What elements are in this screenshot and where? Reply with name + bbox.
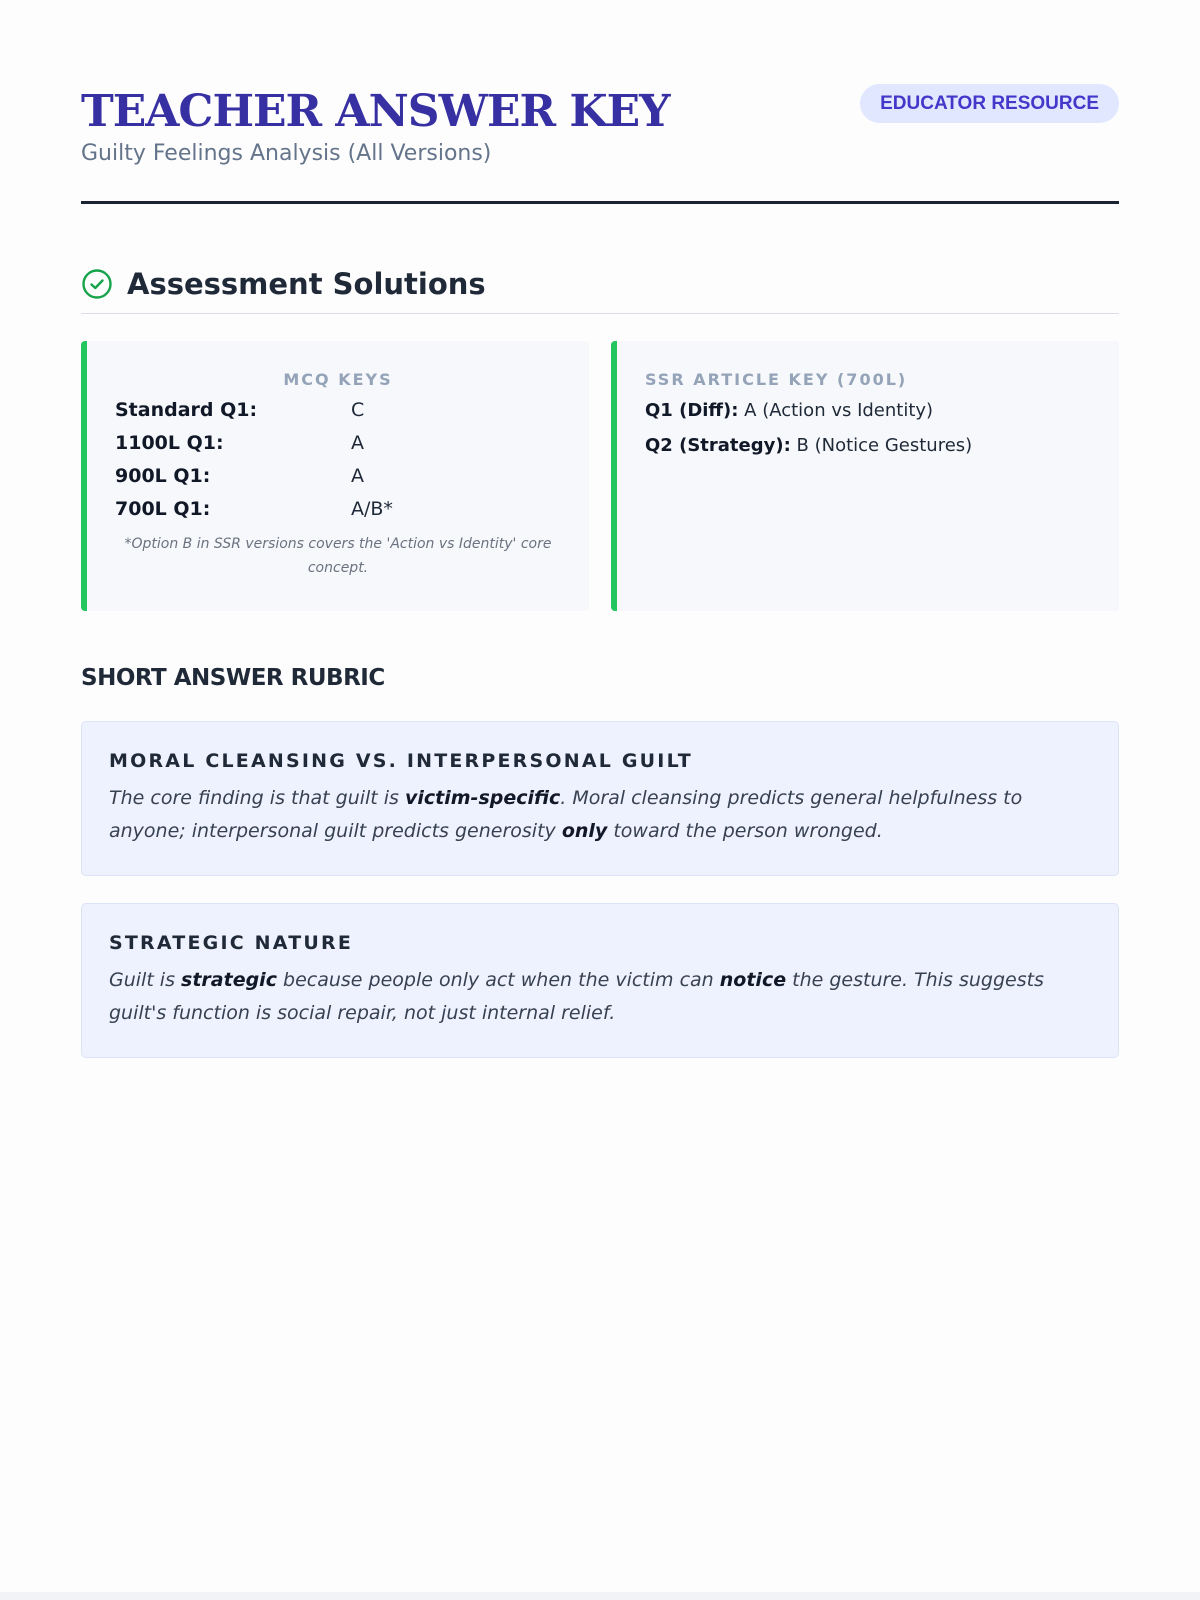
page-title: TEACHER ANSWER KEY — [81, 86, 670, 137]
ssr-row — [645, 393, 1091, 428]
rubric-item-strategic-nature — [81, 903, 1119, 1058]
mcq-answer: A — [351, 431, 364, 454]
rubric-emphasis: strategic — [181, 969, 277, 991]
mcq-question: 700L Q1: — [115, 497, 211, 520]
rubric-item-text — [109, 782, 1091, 848]
section-title: Assessment Solutions — [127, 267, 486, 301]
rubric-item-title: STRATEGIC NATURE — [109, 932, 353, 954]
mcq-answer: C — [351, 398, 365, 421]
ssr-answer: B (Notice Gestures) — [796, 435, 973, 456]
ssr-answer: A (Action vs Identity) — [744, 400, 934, 421]
mcq-row — [115, 393, 561, 426]
rubric-emphasis: only — [561, 820, 608, 842]
mcq-row — [115, 459, 561, 492]
rubric-item-text — [109, 964, 1091, 1030]
mcq-footnote: *Option B in SSR versions covers the 'Action vs Identity' core concept. — [124, 536, 552, 576]
mcq-question: 900L Q1: — [115, 464, 211, 487]
ssr-key-label: SSR ARTICLE KEY (700L) — [645, 370, 908, 389]
ssr-article-key-card — [611, 341, 1119, 611]
page-subtitle: Guilty Feelings Analysis (All Versions) — [81, 141, 492, 166]
mcq-answer: A/B* — [351, 497, 393, 520]
ssr-row — [645, 428, 1091, 463]
rubric-emphasis: victim-specific — [405, 787, 561, 809]
mcq-keys-label: MCQ KEYS — [283, 370, 393, 389]
page-header — [81, 0, 1119, 204]
mcq-row — [115, 426, 561, 459]
mcq-question: 1100L Q1: — [115, 431, 224, 454]
ssr-question: Q2 (Strategy): — [645, 435, 791, 456]
rubric-text-part: . Moral cleansing predicts general helpfulness to anyone; interpersonal guilt predicts generosity — [109, 787, 1023, 842]
short-answer-rubric-heading: SHORT ANSWER RUBRIC — [81, 665, 385, 691]
rubric-text-part: because people only act when the victim can — [276, 969, 720, 991]
rubric-text-part: toward the person wronged. — [607, 820, 883, 842]
check-circle-icon — [81, 268, 113, 300]
rubric-emphasis: notice — [719, 969, 787, 991]
answer-cards — [81, 341, 1119, 611]
educator-resource-badge: EDUCATOR RESOURCE — [860, 84, 1119, 123]
rubric-item-moral-cleansing — [81, 721, 1119, 876]
mcq-question: Standard Q1: — [115, 398, 258, 421]
rubric-text-part: the gesture. This suggests guilt's function is social repair, not just internal relief. — [109, 969, 1044, 1024]
rubric-text-part: The core finding is that guilt is — [109, 787, 405, 809]
mcq-keys-card — [81, 341, 589, 611]
section-header — [81, 264, 1119, 314]
mcq-answer: A — [351, 464, 364, 487]
rubric-text-part: Guilt is — [109, 969, 182, 991]
mcq-row — [115, 492, 561, 525]
rubric-item-title: MORAL CLEANSING VS. INTERPERSONAL GUILT — [109, 750, 693, 772]
ssr-question: Q1 (Diff): — [645, 400, 739, 421]
